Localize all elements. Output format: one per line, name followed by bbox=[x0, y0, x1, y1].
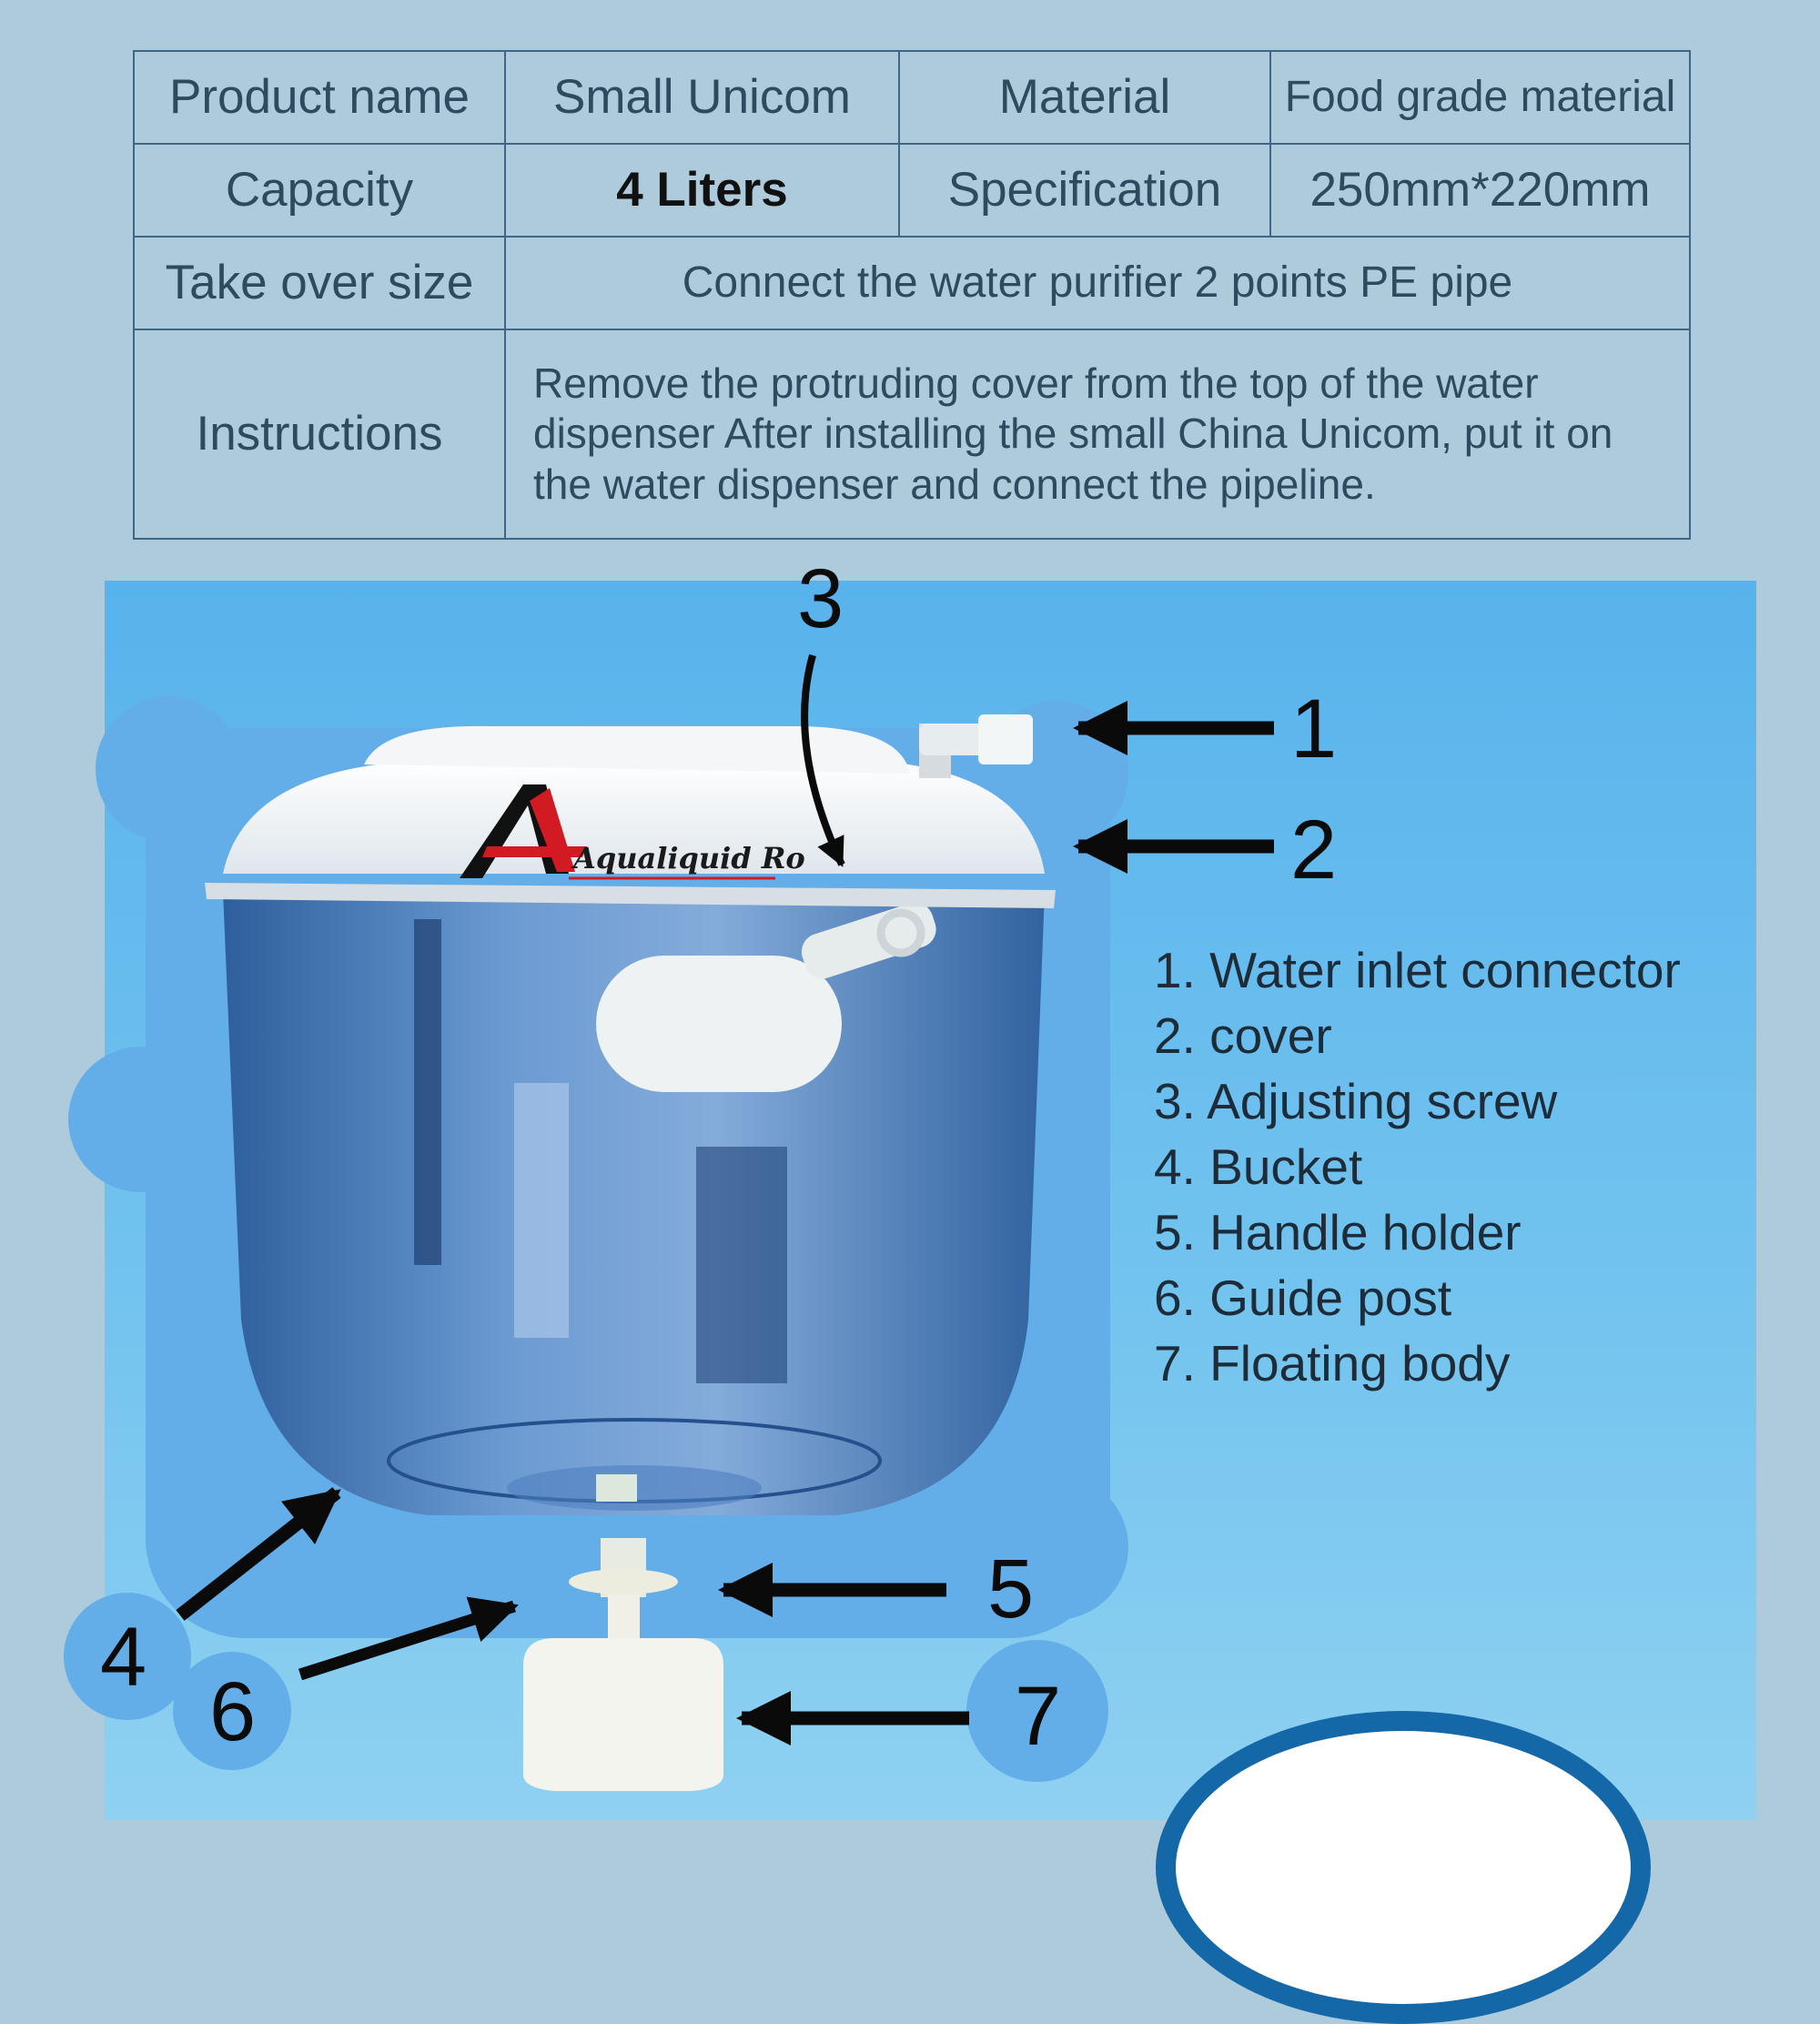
list-item: 5. Handle holder bbox=[1154, 1204, 1522, 1260]
callout-number-2: 2 bbox=[1290, 804, 1338, 896]
callout-number-6: 6 bbox=[209, 1665, 257, 1758]
product-name-value: Small Unicom bbox=[505, 51, 899, 144]
list-item: 4. Bucket bbox=[1154, 1138, 1363, 1195]
parts-list bbox=[1154, 937, 1681, 1396]
instructions-value: Remove the protruding cover from the top of the water dispenser After installing the small China Unicom, put it on the water dispenser and connect the pipeline. bbox=[505, 329, 1690, 539]
material-label: Material bbox=[899, 51, 1270, 144]
list-item: 2. cover bbox=[1154, 1007, 1332, 1064]
bucket-image bbox=[223, 892, 1045, 1515]
list-item: 3. Adjusting screw bbox=[1154, 1073, 1558, 1129]
specification-value: 250mm*220mm bbox=[1270, 144, 1690, 237]
callout-number-7: 7 bbox=[1015, 1670, 1062, 1763]
list-item: 7. Floating body bbox=[1154, 1335, 1511, 1392]
instructions-label: Instructions bbox=[134, 329, 505, 539]
callout-number-5: 5 bbox=[987, 1543, 1035, 1635]
callout-number-4: 4 bbox=[100, 1611, 147, 1704]
list-item: 1. Water inlet connector bbox=[1154, 942, 1681, 998]
capacity-label: Capacity bbox=[134, 144, 505, 237]
material-value: Food grade material bbox=[1270, 51, 1690, 144]
take-over-size-label: Take over size bbox=[134, 237, 505, 329]
capacity-value: 4 Liters bbox=[505, 144, 899, 237]
take-over-size-value: Connect the water purifier 2 points PE pipe bbox=[505, 237, 1690, 329]
callout-number-1: 1 bbox=[1290, 683, 1338, 775]
list-item: 6. Guide post bbox=[1154, 1270, 1452, 1326]
specification-label: Specification bbox=[899, 144, 1270, 237]
brand-name: Aqualiquid Ro bbox=[573, 841, 805, 875]
callout-number-3: 3 bbox=[797, 552, 844, 645]
product-name-label: Product name bbox=[134, 51, 505, 144]
